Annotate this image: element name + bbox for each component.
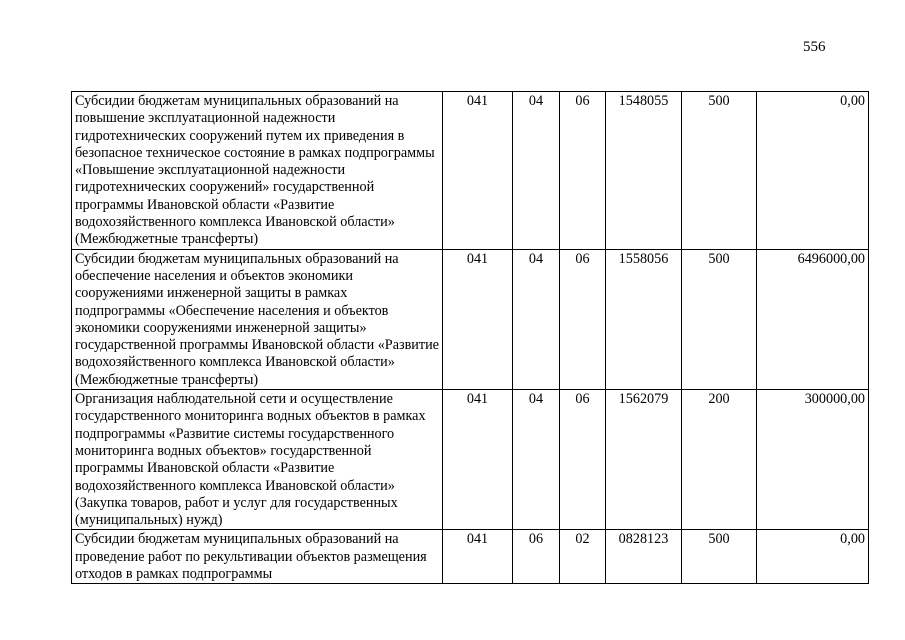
row-description: Организация наблюдательной сети и осуществление государственного мониторинга водных объектов в рамках подпрограммы «Развитие системы государственного мониторинга водных объектов» государственной программы Ивановской области «Развитие водохозяйственного комплекса Ивановской области» (Закупка товаров, работ и услуг для государственных (муниципальных) нужд) [72,390,443,530]
expense-type-code: 500 [682,530,757,584]
target-article-code: 1548055 [606,92,682,250]
row-description: Субсидии бюджетам муниципальных образований на обеспечение населения и объектов экономики сооружениями инженерной защиты в рамках подпрограммы «Обеспечение населения и объектов экономики сооружениями инженерной защиты» государственной программы Ивановской области «Развитие водохозяйственного комплекса Ивановской области» (Межбюджетные трансферты) [72,249,443,389]
ministry-code: 041 [443,249,513,389]
page-number: 556 [803,39,826,55]
target-article-code: 1558056 [606,249,682,389]
target-article-code: 1562079 [606,390,682,530]
table-row [72,249,869,389]
table-row [72,92,869,250]
section-code: 04 [513,92,560,250]
budget-table [71,91,869,584]
subsection-code: 06 [560,92,606,250]
amount: 300000,00 [757,390,869,530]
expense-type-code: 200 [682,390,757,530]
ministry-code: 041 [443,530,513,584]
table-row [72,390,869,530]
section-code: 04 [513,390,560,530]
target-article-code: 0828123 [606,530,682,584]
ministry-code: 041 [443,390,513,530]
row-description: Субсидии бюджетам муниципальных образований на проведение работ по рекультивации объектов размещения отходов в рамках подпрограммы [72,530,443,584]
subsection-code: 06 [560,390,606,530]
amount: 6496000,00 [757,249,869,389]
section-code: 06 [513,530,560,584]
section-code: 04 [513,249,560,389]
subsection-code: 06 [560,249,606,389]
ministry-code: 041 [443,92,513,250]
amount: 0,00 [757,92,869,250]
row-description: Субсидии бюджетам муниципальных образований на повышение эксплуатационной надежности гидротехнических сооружений путем их приведения в безопасное техническое состояние в рамках подпрограммы «Повышение эксплуатационной надежности гидротехнических сооружений» государственной программы Ивановской области «Развитие водохозяйственного комплекса Ивановской области» (Межбюджетные трансферты) [72,92,443,250]
amount: 0,00 [757,530,869,584]
expense-type-code: 500 [682,249,757,389]
table-row [72,530,869,584]
expense-type-code: 500 [682,92,757,250]
subsection-code: 02 [560,530,606,584]
